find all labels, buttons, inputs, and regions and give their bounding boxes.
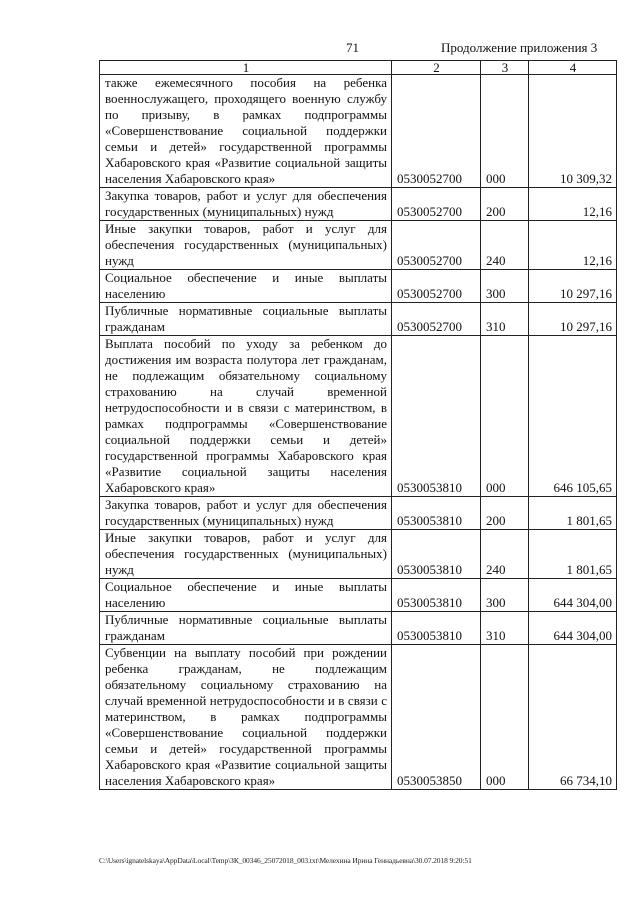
table-row (100, 188, 617, 221)
row-amount: 10 309,32 (529, 75, 617, 188)
appendix-continuation-label: Продолжение приложения 3 (441, 40, 598, 55)
row-target-code: 0530053810 (392, 579, 481, 612)
row-amount: 10 297,16 (529, 270, 617, 303)
column-number: 1 (100, 61, 392, 75)
table-row (100, 612, 617, 645)
row-description: Иные закупки товаров, работ и услуг для обеспечения государственных (муниципальных) нужд (100, 221, 392, 270)
row-target-code: 0530052700 (392, 221, 481, 270)
table-row (100, 645, 617, 790)
table-row (100, 579, 617, 612)
row-amount: 66 734,10 (529, 645, 617, 790)
table-row (100, 497, 617, 530)
row-expense-type: 240 (481, 221, 529, 270)
row-description: Социальное обеспечение и иные выплаты населению (100, 579, 392, 612)
row-description: Закупка товаров, работ и услуг для обеспечения государственных (муниципальных) нужд (100, 497, 392, 530)
row-target-code: 0530053850 (392, 645, 481, 790)
column-number-row (100, 61, 617, 75)
page-number: 71 (346, 40, 359, 55)
row-expense-type: 200 (481, 497, 529, 530)
row-description: Иные закупки товаров, работ и услуг для обеспечения государственных (муниципальных) нужд (100, 530, 392, 579)
budget-table (99, 60, 617, 790)
row-amount: 12,16 (529, 221, 617, 270)
row-target-code: 0530053810 (392, 497, 481, 530)
table-row (100, 270, 617, 303)
table-row (100, 530, 617, 579)
row-description: Закупка товаров, работ и услуг для обеспечения государственных (муниципальных) нужд (100, 188, 392, 221)
row-target-code: 0530052700 (392, 188, 481, 221)
table-row (100, 336, 617, 497)
table-row (100, 75, 617, 188)
row-expense-type: 000 (481, 645, 529, 790)
row-description: Субвенции на выплату пособий при рождении ребенка гражданам, не подлежащим обязательному социальному страхованию на случай временной нетрудоспособности и в связи с материнством, в рамках подпрограммы «Совершенствование социальной поддержки семьи и детей» государственной программы Хабаровского края «Развитие социальной защиты населения Хабаровского края» (100, 645, 392, 790)
row-amount: 1 801,65 (529, 530, 617, 579)
row-expense-type: 200 (481, 188, 529, 221)
row-description: также ежемесячного пособия на ребенка военнослужащего, проходящего военную службу по призыву, в рамках подпрограммы «Совершенствование социальной поддержки семьи и детей» государственной программы Хабаровского края «Развитие социальной защиты населения Хабаровского края» (100, 75, 392, 188)
row-expense-type: 300 (481, 579, 529, 612)
row-target-code: 0530053810 (392, 612, 481, 645)
row-amount: 646 105,65 (529, 336, 617, 497)
row-expense-type: 310 (481, 303, 529, 336)
footer-file-path: C:\Users\ignatelskaya\AppData\Local\Temp\ЗК_00346_25072018_003.txt\Мелехина Ирина Геннадьевна\30.07.2018 9:20:51 (99, 856, 472, 865)
row-amount: 1 801,65 (529, 497, 617, 530)
row-expense-type: 240 (481, 530, 529, 579)
column-number: 2 (392, 61, 481, 75)
row-expense-type: 000 (481, 75, 529, 188)
row-expense-type: 310 (481, 612, 529, 645)
row-amount: 12,16 (529, 188, 617, 221)
row-description: Выплата пособий по уходу за ребенком до достижения им возраста полутора лет гражданам, не подлежащим обязательному социальному страхованию на случай временной нетрудоспособности и в связи с материнством, в рамках подпрограммы «Совершенствование социальной поддержки семьи и детей» государственной программы Хабаровского края «Развитие социальной защиты населения Хабаровского края» (100, 336, 392, 497)
row-target-code: 0530053810 (392, 530, 481, 579)
row-amount: 644 304,00 (529, 579, 617, 612)
row-target-code: 0530053810 (392, 336, 481, 497)
column-number: 4 (529, 61, 617, 75)
row-description: Социальное обеспечение и иные выплаты населению (100, 270, 392, 303)
row-description: Публичные нормативные социальные выплаты гражданам (100, 612, 392, 645)
table-row (100, 303, 617, 336)
row-expense-type: 300 (481, 270, 529, 303)
row-description: Публичные нормативные социальные выплаты гражданам (100, 303, 392, 336)
column-number: 3 (481, 61, 529, 75)
table-row (100, 221, 617, 270)
row-amount: 10 297,16 (529, 303, 617, 336)
row-expense-type: 000 (481, 336, 529, 497)
row-amount: 644 304,00 (529, 612, 617, 645)
row-target-code: 0530052700 (392, 270, 481, 303)
row-target-code: 0530052700 (392, 303, 481, 336)
row-target-code: 0530052700 (392, 75, 481, 188)
